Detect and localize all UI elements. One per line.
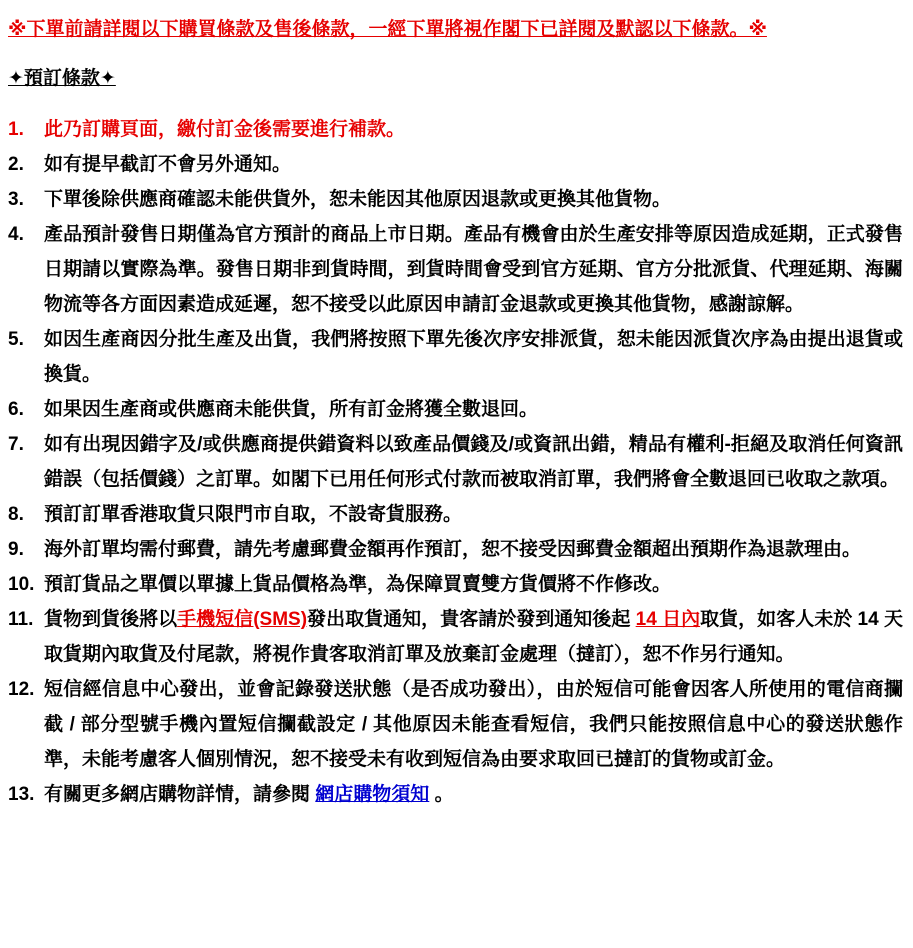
term-text-content: 此乃訂購頁面，繳付訂金後需要進行補款。 — [44, 119, 406, 140]
term-text-content: 貨物到貨後將以 — [44, 609, 178, 630]
term-item — [8, 182, 903, 217]
term-item — [8, 147, 903, 182]
term-text-content: 如果因生產商或供應商未能供貨，所有訂金將獲全數退回。 — [44, 399, 539, 420]
term-number: 1. — [8, 119, 24, 140]
preorder-terms-heading: ✦預訂條款✦ — [8, 68, 116, 89]
term-number: 10. — [8, 574, 35, 595]
term-text — [44, 567, 903, 602]
pickup-deadline-highlight: 14 日內 — [635, 609, 701, 630]
term-number: 6. — [8, 399, 24, 420]
terms-list — [8, 112, 903, 812]
term-text-content: 有關更多網店購物詳情，請參閱 — [44, 784, 316, 805]
term-text — [44, 322, 903, 392]
term-text-content: 預訂訂單香港取貨只限門市自取，不設寄貨服務。 — [44, 504, 463, 525]
term-text-content: 海外訂單均需付郵費，請先考慮郵費金額再作預訂，恕不接受因郵費金額超出預期作為退款理由。 — [44, 539, 862, 560]
term-number: 2. — [8, 154, 24, 175]
term-text — [44, 217, 903, 322]
term-item — [8, 777, 903, 812]
term-text-content: 發出取貨通知，貴客請於發到通知後起 — [307, 609, 636, 630]
term-number: 12. — [8, 679, 35, 700]
term-number: 7. — [8, 434, 24, 455]
term-item — [8, 672, 903, 777]
term-text-content: 預訂貨品之單價以單據上貨品價格為準，為保障買賣雙方貨價將不作修改。 — [44, 574, 672, 595]
term-text-content: 取貨，如客人未於 14 天取貨期內取貨及付尾款，將視作貴客取消訂單及放棄訂金處理（撻訂），恕不作另行通知。 — [44, 609, 903, 665]
purchase-notice-banner: ※下單前請詳閱以下購買條款及售後條款，一經下單將視作閣下已詳閱及默認以下條款。※ — [8, 19, 767, 40]
term-text-content: 。 — [429, 784, 454, 805]
shop-guide-link[interactable]: 網店購物須知 — [315, 784, 430, 805]
term-item — [8, 532, 903, 567]
term-text-content: 如有提早截訂不會另外通知。 — [44, 154, 292, 175]
term-text-content: 如因生產商因分批生產及出貨，我們將按照下單先後次序安排派貨，恕未能因派貨次序為由提出退貨或換貨。 — [44, 329, 903, 385]
term-number: 3. — [8, 189, 24, 210]
term-number: 5. — [8, 329, 24, 350]
term-text — [44, 427, 903, 497]
term-number: 9. — [8, 539, 24, 560]
term-text — [44, 147, 903, 182]
term-text — [44, 392, 903, 427]
sms-highlight: 手機短信(SMS) — [177, 609, 308, 630]
term-number: 4. — [8, 224, 24, 245]
term-item — [8, 567, 903, 602]
term-text — [44, 182, 903, 217]
term-number: 13. — [8, 784, 35, 805]
term-text-content: 短信經信息中心發出，並會記錄發送狀態（是否成功發出），由於短信可能會因客人所使用的電信商攔截 / 部分型號手機內置短信攔截設定 / 其他原因未能查看短信，我們只能按照信息中心的發送狀態作準，未能考慮客人個別情況，恕不接受未有收到短信為由要求取回已撻訂的貨物或訂金。 — [44, 679, 903, 770]
term-text — [44, 497, 903, 532]
term-item — [8, 217, 903, 322]
term-item — [8, 322, 903, 392]
term-text — [44, 672, 903, 777]
term-item — [8, 112, 903, 147]
term-number: 8. — [8, 504, 24, 525]
term-item — [8, 392, 903, 427]
term-text — [44, 777, 903, 812]
term-item — [8, 602, 903, 672]
term-text — [44, 532, 903, 567]
term-text-content: 如有出現因錯字及/或供應商提供錯資料以致產品價錢及/或資訊出錯，精品有權利-拒絕及取消任何資訊錯誤（包括價錢）之訂單。如閣下已用任何形式付款而被取消訂單，我們將會全數退回已收取之款項。 — [44, 434, 903, 490]
term-number: 11. — [8, 609, 34, 630]
term-text-content: 產品預計發售日期僅為官方預計的商品上市日期。產品有機會由於生產安排等原因造成延期，正式發售日期請以實際為準。發售日期非到貨時間，到貨時間會受到官方延期、官方分批派貨、代理延期、海關物流等各方面因素造成延遲，恕不接受以此原因申請訂金退款或更換其他貨物，感謝諒解。 — [44, 224, 903, 315]
term-item — [8, 427, 903, 497]
term-item — [8, 497, 903, 532]
term-text-content: 下單後除供應商確認未能供貨外，恕未能因其他原因退款或更換其他貨物。 — [44, 189, 672, 210]
term-text — [44, 602, 903, 672]
term-text — [44, 112, 903, 147]
